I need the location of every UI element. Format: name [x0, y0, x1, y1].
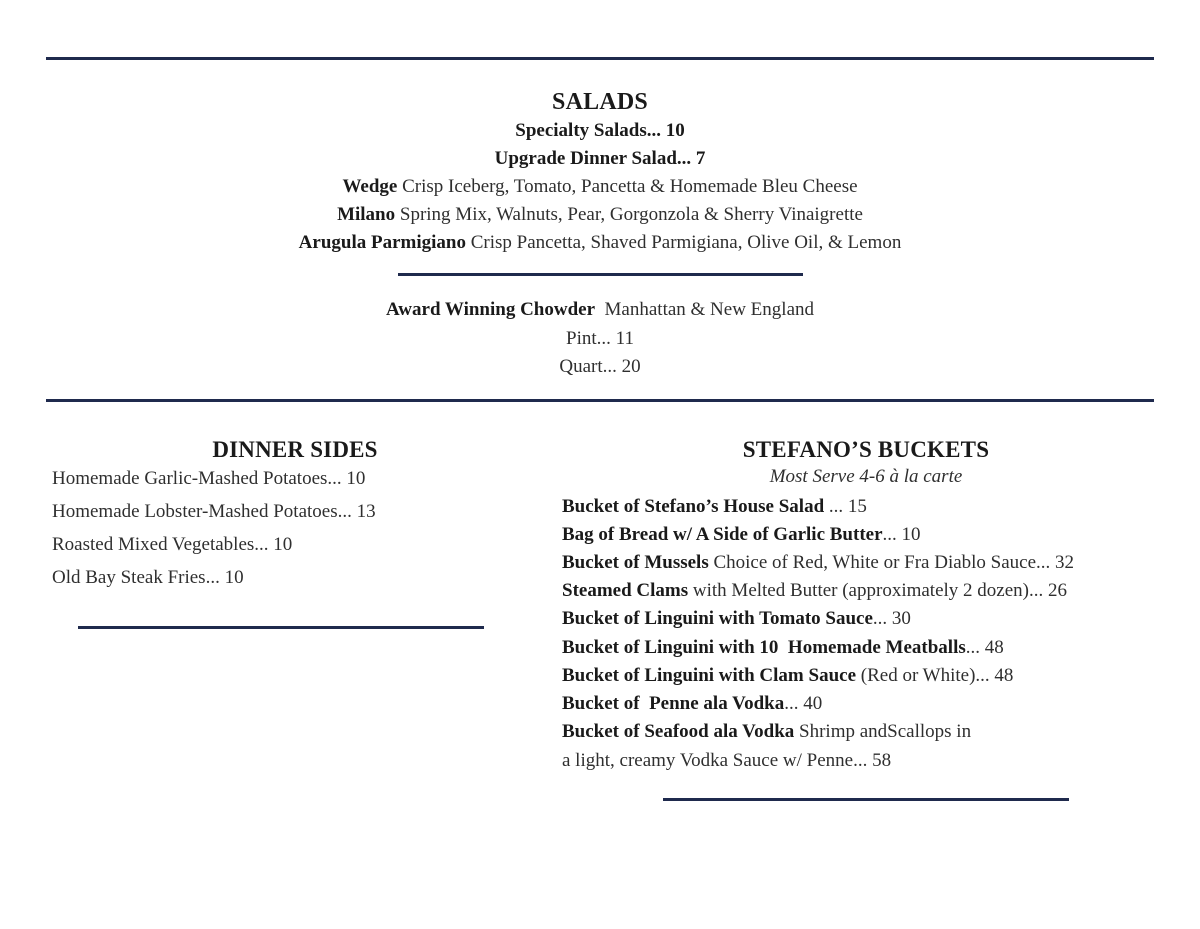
specialty-salads-price: Specialty Salads... 10 [515, 120, 685, 141]
top-divider [46, 57, 1154, 60]
sides-divider [78, 626, 484, 629]
buckets-heading: STEFANO’S BUCKETS [742, 437, 990, 462]
buckets-divider [663, 798, 1069, 801]
chowder-pint: Pint... 11 [566, 328, 634, 349]
bucket-item: Bag of Bread w/ A Side of Garlic Butter... 10 [562, 524, 921, 545]
side-item: Homemade Garlic-Mashed Potatoes... 10 [52, 468, 366, 489]
side-item: Homemade Lobster-Mashed Potatoes... 13 [52, 501, 376, 522]
buckets-subtitle: Most Serve 4-6 à la carte [769, 466, 963, 487]
side-item: Roasted Mixed Vegetables... 10 [52, 534, 293, 555]
bucket-item: Steamed Clams with Melted Butter (approximately 2 dozen)... 26 [562, 580, 1067, 601]
bucket-item: Bucket of Linguini with Tomato Sauce... 30 [562, 608, 911, 629]
side-item: Old Bay Steak Fries... 10 [52, 567, 244, 588]
bucket-item: Bucket of Linguini with 10 Homemade Meatballs... 48 [562, 637, 1004, 658]
bucket-item-continuation: a light, creamy Vodka Sauce w/ Penne... 58 [562, 750, 892, 771]
bucket-item: Bucket of Seafood ala Vodka Shrimp andScallops in [562, 721, 972, 742]
dinner-sides-heading: DINNER SIDES [212, 437, 378, 462]
bucket-item: Bucket of Stefano’s House Salad ... 15 [562, 496, 867, 517]
bucket-item: Bucket of Penne ala Vodka... 40 [562, 693, 823, 714]
salads-heading: SALADS [552, 89, 648, 115]
bucket-item: Bucket of Mussels Choice of Red, White or Fra Diablo Sauce... 32 [562, 552, 1075, 573]
salad-item-milano: Milano Spring Mix, Walnuts, Pear, Gorgonzola & Sherry Vinaigrette [337, 204, 863, 225]
salads-divider [398, 273, 803, 276]
bucket-item: Bucket of Linguini with Clam Sauce (Red or White)... 48 [562, 665, 1014, 686]
salad-item-wedge: Wedge Crisp Iceberg, Tomato, Pancetta & Homemade Bleu Cheese [342, 176, 858, 197]
upgrade-salad-price: Upgrade Dinner Salad... 7 [494, 148, 706, 169]
chowder-item: Award Winning Chowder Manhattan & New England [385, 299, 815, 320]
salad-item-arugula: Arugula Parmigiano Crisp Pancetta, Shaved Parmigiana, Olive Oil, & Lemon [298, 232, 902, 253]
middle-divider [46, 399, 1154, 402]
chowder-quart: Quart... 20 [559, 356, 641, 377]
